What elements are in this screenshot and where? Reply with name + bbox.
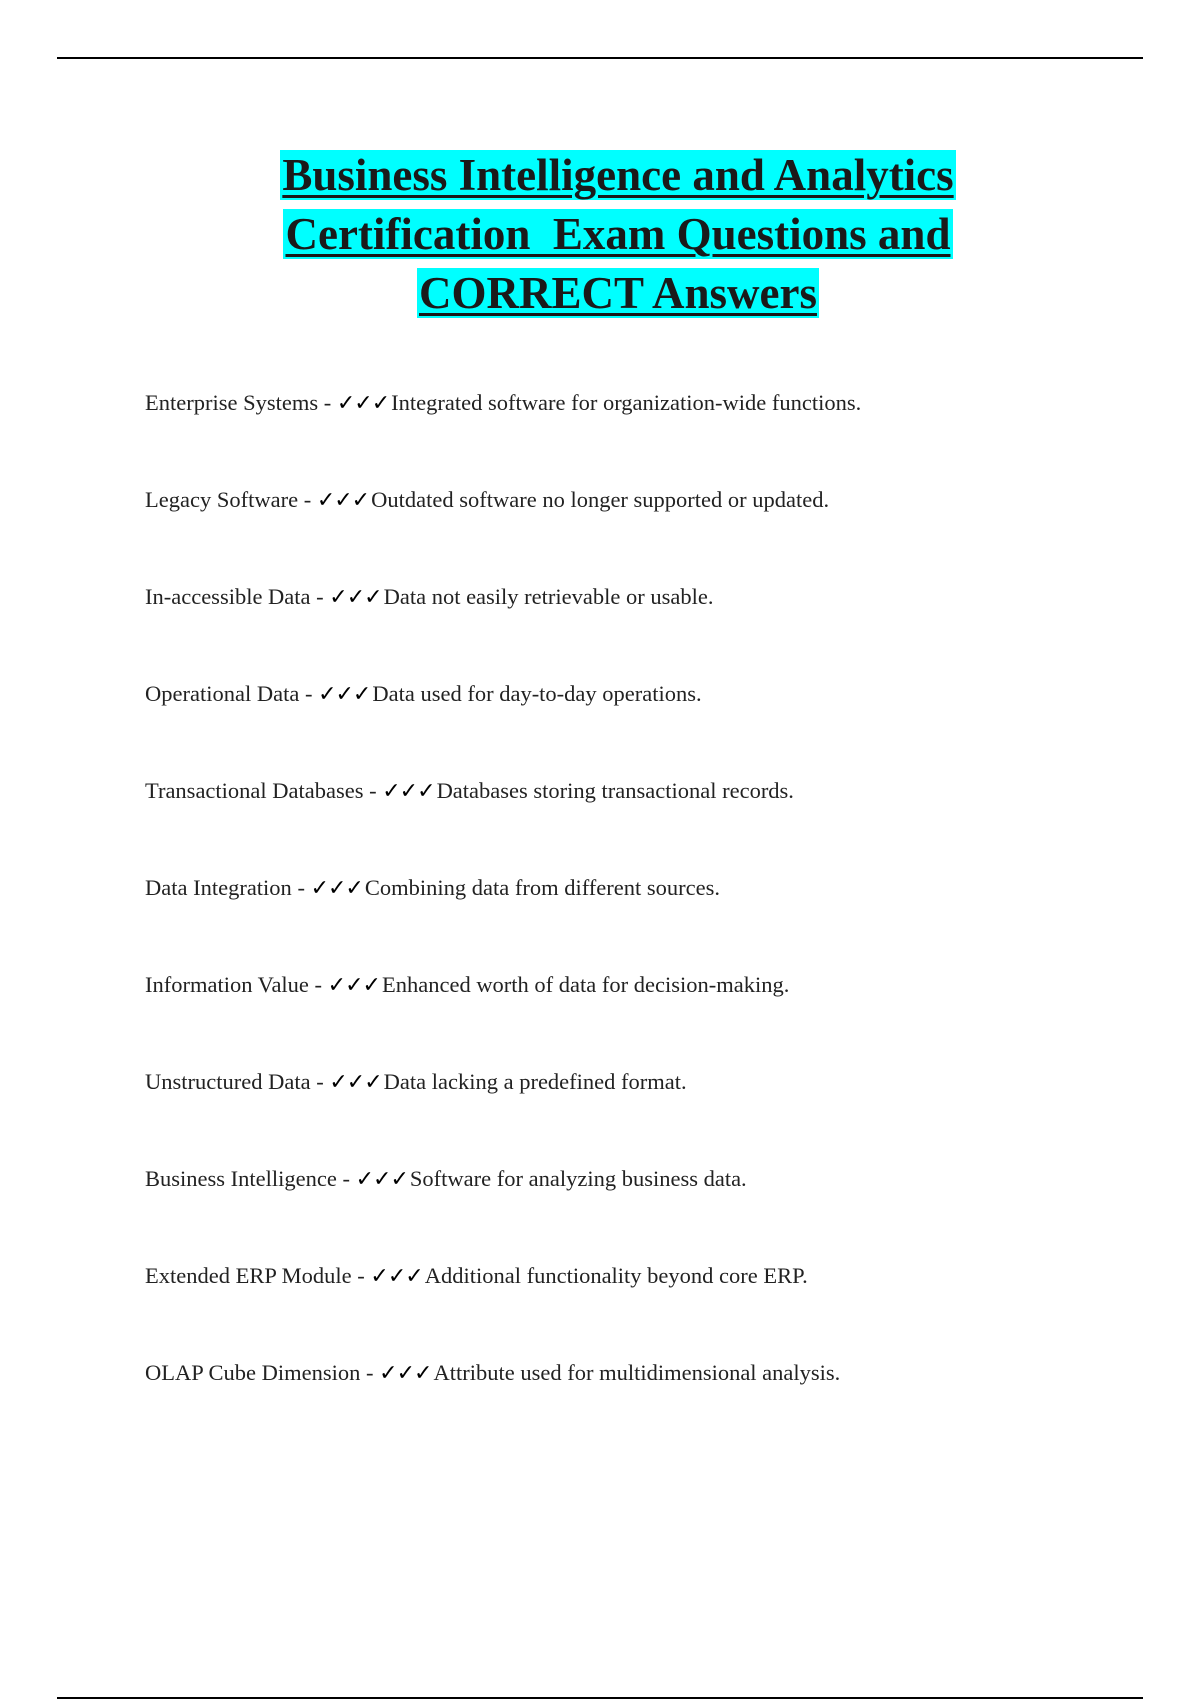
separator: - xyxy=(360,1360,380,1385)
answer: Databases storing transactional records. xyxy=(436,778,794,803)
qa-list xyxy=(145,388,861,1455)
answer: Software for analyzing business data. xyxy=(409,1166,747,1191)
answer: Integrated software for organization-wide functions. xyxy=(391,390,862,415)
answer: Combining data from different sources. xyxy=(364,875,720,900)
term: Extended ERP Module xyxy=(145,1263,352,1288)
check-marks-icon: ✓✓✓ xyxy=(379,1361,432,1386)
title-line-1: Business Intelligence and Analytics xyxy=(282,150,954,200)
separator: - xyxy=(298,487,317,512)
separator: - xyxy=(291,875,311,900)
qa-item-transactional-databases xyxy=(145,776,861,873)
term: Unstructured Data xyxy=(145,1069,311,1094)
top-rule xyxy=(57,57,1143,59)
qa-item-olap-cube-dimension xyxy=(145,1358,861,1455)
check-marks-icon: ✓✓✓ xyxy=(329,585,382,610)
title-line-3: CORRECT Answers xyxy=(419,268,817,318)
check-marks-icon: ✓✓✓ xyxy=(382,779,435,804)
qa-item-enterprise-systems xyxy=(145,388,861,485)
separator: - xyxy=(351,1263,371,1288)
check-marks-icon: ✓✓✓ xyxy=(310,876,363,901)
term: In-accessible Data xyxy=(145,584,311,609)
separator: - xyxy=(363,778,383,803)
check-marks-icon: ✓✓✓ xyxy=(370,1264,423,1289)
qa-item-legacy-software xyxy=(145,485,861,582)
qa-item-inaccessible-data xyxy=(145,582,861,679)
qa-item-data-integration xyxy=(145,873,861,970)
term: Operational Data xyxy=(145,681,300,706)
answer: Attribute used for multidimensional analysis. xyxy=(433,1360,841,1385)
check-marks-icon: ✓✓✓ xyxy=(329,1070,382,1095)
separator: - xyxy=(318,390,337,415)
answer: Outdated software no longer supported or updated. xyxy=(371,487,830,512)
separator: - xyxy=(336,1166,356,1191)
separator: - xyxy=(310,584,330,609)
term: Legacy Software xyxy=(145,487,299,512)
check-marks-icon: ✓✓✓ xyxy=(318,682,371,707)
check-marks-icon: ✓✓✓ xyxy=(316,488,370,513)
qa-item-information-value xyxy=(145,970,861,1067)
qa-item-operational-data xyxy=(145,679,861,776)
answer: Data not easily retrievable or usable. xyxy=(383,584,714,609)
answer: Data lacking a predefined format. xyxy=(383,1069,687,1094)
answer: Enhanced worth of data for decision-making. xyxy=(381,972,790,997)
bottom-rule xyxy=(57,1697,1143,1699)
term: Business Intelligence xyxy=(145,1166,337,1191)
qa-item-unstructured-data xyxy=(145,1067,861,1164)
check-marks-icon: ✓✓✓ xyxy=(336,391,390,416)
qa-item-business-intelligence xyxy=(145,1164,861,1261)
separator: - xyxy=(299,681,319,706)
title-line-2: Certification Exam Questions and xyxy=(285,209,951,259)
answer: Additional functionality beyond core ERP. xyxy=(424,1263,808,1288)
answer: Data used for day-to-day operations. xyxy=(372,681,702,706)
term: Information Value xyxy=(145,972,309,997)
term: Data Integration xyxy=(145,875,292,900)
qa-item-extended-erp-module xyxy=(145,1261,861,1358)
separator: - xyxy=(310,1069,330,1094)
check-marks-icon: ✓✓✓ xyxy=(327,973,380,998)
term: OLAP Cube Dimension xyxy=(145,1360,361,1385)
separator: - xyxy=(308,972,328,997)
check-marks-icon: ✓✓✓ xyxy=(355,1167,408,1192)
term: Enterprise Systems xyxy=(145,390,319,415)
term: Transactional Databases xyxy=(145,778,364,803)
page-title xyxy=(0,146,1200,323)
